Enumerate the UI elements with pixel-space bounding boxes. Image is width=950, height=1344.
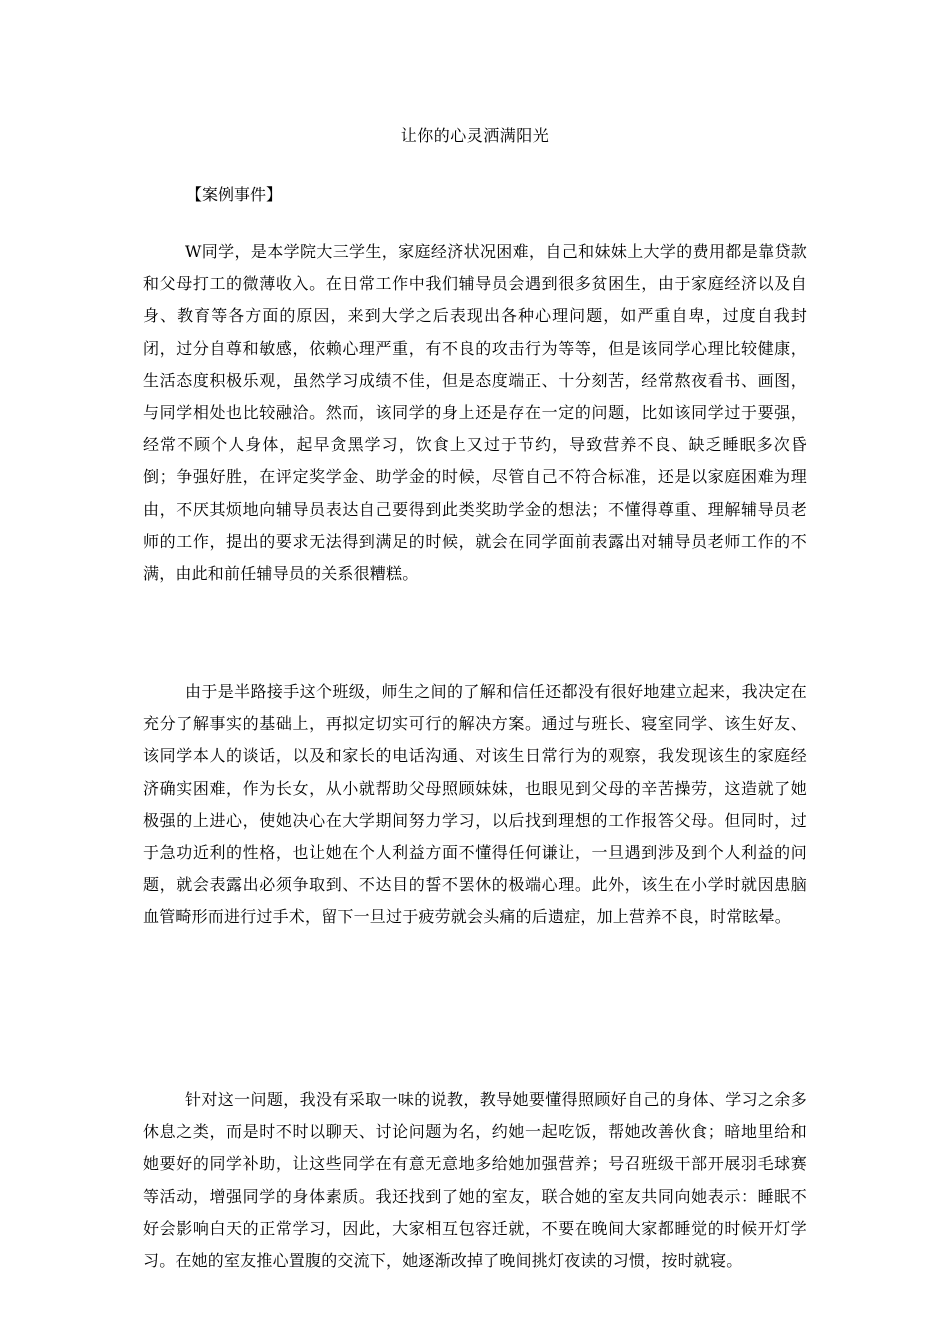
paragraph-1: W同学，是本学院大三学生，家庭经济状况困难，自己和妹妹上大学的费用都是靠贷款和父母打工的微薄收入。在日常工作中我们辅导员会遇到很多贫困生，由于家庭经济以及自身、教育等各方面的原因，来到大学之后表现出各种心理问题，如严重自卑，过度自我封闭，过分自尊和敏感，依赖心理严重，有不良的攻击行为等等，但是该同学心理比较健康，生活态度积极乐观，虽然学习成绩不佳，但是态度端正、十分刻苦，经常熬夜看书、画图，与同学相处也比较融洽。然而，该同学的身上还是存在一定的问题，比如该同学过于要强，经常不顾个人身体，起早贪黑学习，饮食上又过于节约，导致营养不良、缺乏睡眠多次昏倒；争强好胜，在评定奖学金、助学金的时候，尽管自己不符合标准，还是以家庭困难为理由，不厌其烦地向辅导员表达自己要得到此类奖助学金的想法；不懂得尊重、理解辅导员老师的工作，提出的要求无法得到满足的时候，就会在同学面前表露出对辅导员老师工作的不满，由此和前任辅导员的关系很糟糕。 <box>143 242 807 584</box>
section-heading: 【案例事件】 <box>186 185 283 204</box>
paragraph-2: 由于是半路接手这个班级，师生之间的了解和信任还都没有很好地建立起来，我决定在充分了解事实的基础上，再拟定切实可行的解决方案。通过与班长、寝室同学、该生好友、该同学本人的谈话，以及和家长的电话沟通、对该生日常行为的观察，我发现该生的家庭经济确实困难，作为长女，从小就帮助父母照顾妹妹，也眼见到父母的辛苦操劳，这造就了她极强的上进心，使她决心在大学期间努力学习，以后找到理想的工作报答父母。但同时，过于急功近利的性格，也让她在个人利益方面不懂得任何谦让，一旦遇到涉及到个人利益的问题，就会表露出必须争取到、不达目的誓不罢休的极端心理。此外，该生在小学时就因患脑血管畸形而进行过手术，留下一旦过于疲劳就会头痛的后遗症，加上营养不良，时常眩晕。 <box>143 682 807 927</box>
paragraph-3: 针对这一问题，我没有采取一味的说教，教导她要懂得照顾好自己的身体、学习之余多休息之类，而是时不时以聊天、讨论问题为名，约她一起吃饭，帮她改善伙食；暗地里给和她要好的同学补助，让这些同学在有意无意地多给她加强营养；号召班级干部开展羽毛球赛等活动，增强同学的身体素质。我还找到了她的室友，联合她的室友共同向她表示：睡眠不好会影响白天的正常学习，因此，大家相互包容迁就，不要在晚间大家都睡觉的时候开灯学习。在她的室友推心置腹的交流下，她逐渐改掉了晚间挑灯夜读的习惯，按时就寝。 <box>143 1090 807 1271</box>
document-title: 让你的心灵洒满阳光 <box>400 126 550 145</box>
